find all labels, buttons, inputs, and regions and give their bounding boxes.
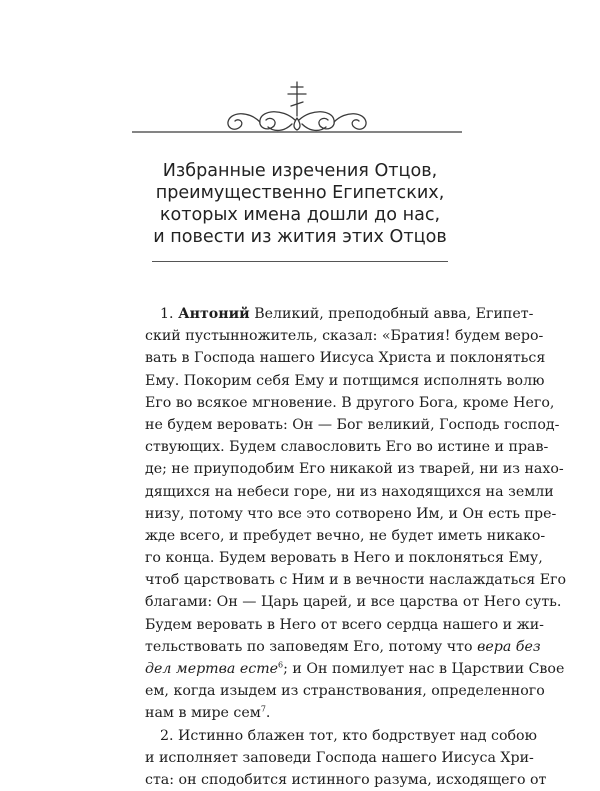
text-line: благами: Он — Царь царей, и все царства от Него суть.	[145, 594, 562, 611]
text-line: Его во всякое мгновение. В другого Бога, кроме Него,	[145, 394, 555, 411]
heading-line: которых имена дошли до нас,	[159, 205, 441, 225]
text-line: низу, потому что все это сотворено Им, и Он есть пре-	[145, 505, 557, 522]
scripture-quote: дел мертва есте	[145, 661, 279, 677]
heading-line: Избранные изречения Отцов,	[162, 161, 438, 181]
heading-line: и повести из жития этих Отцов	[153, 227, 447, 247]
text-line: жде всего, и пребудет вечно, не будет иметь никако-	[145, 527, 546, 544]
text-line: чтоб царствовать с Ним и в вечности наслаждаться Его	[145, 572, 567, 589]
text-line: и исполняет заповеди Господа нашего Иисуса Хри-	[145, 749, 534, 766]
text-line: не будем веровать: Он — Бог великий, Господь господ-	[145, 416, 560, 433]
footnote-ref[interactable]: 6	[278, 660, 284, 670]
text-line: 1. Антоний Великий, преподобный авва, Египет-	[160, 306, 534, 322]
text-line: нам в мире сем$^7$.	[145, 704, 271, 722]
body-text	[145, 303, 567, 791]
cross-ornament-icon	[132, 80, 462, 150]
text-line: го конца. Будем веровать в Него и поклоняться Ему,	[145, 550, 543, 567]
section-heading	[100, 160, 500, 248]
text-line: ский пустынножитель, сказал: «Братия! будем веро-	[145, 328, 544, 345]
text-line: дел мертва есте$^6$; и Он помилует нас в Царствии Свое	[145, 660, 565, 677]
footnote-ref[interactable]: 7	[260, 704, 266, 714]
text-line: тельствовать по заповедям Его, потому что вера без	[145, 638, 541, 655]
text-line: Будем веровать в Него от всего сердца нашего и жи-	[145, 616, 544, 633]
text-line: 2. Истинно блажен тот, кто бодрствует над собою	[160, 727, 537, 744]
text-line: ста: он сподобится истинного разума, исходящего от	[145, 771, 547, 788]
scripture-quote: вера без	[477, 638, 541, 655]
saint-name: Антоний	[178, 306, 250, 322]
text-line: Ему. Покорим себя Ему и потщимся исполнять волю	[145, 372, 545, 389]
text-line: ем, когда изыдем из странствования, определенного	[145, 683, 545, 700]
text-line: ствующих. Будем славословить Его во истине и прав-	[145, 439, 549, 456]
heading-divider	[152, 261, 448, 262]
text-line: дящихся на небеси горе, ни из находящихся на земли	[145, 483, 554, 500]
text-line: де; не приуподобим Его никакой из тварей, ни из нахо-	[145, 461, 564, 478]
text-line: вать в Господа нашего Иисуса Христа и поклоняться	[145, 350, 546, 367]
heading-line: преимущественно Египетских,	[155, 183, 445, 203]
